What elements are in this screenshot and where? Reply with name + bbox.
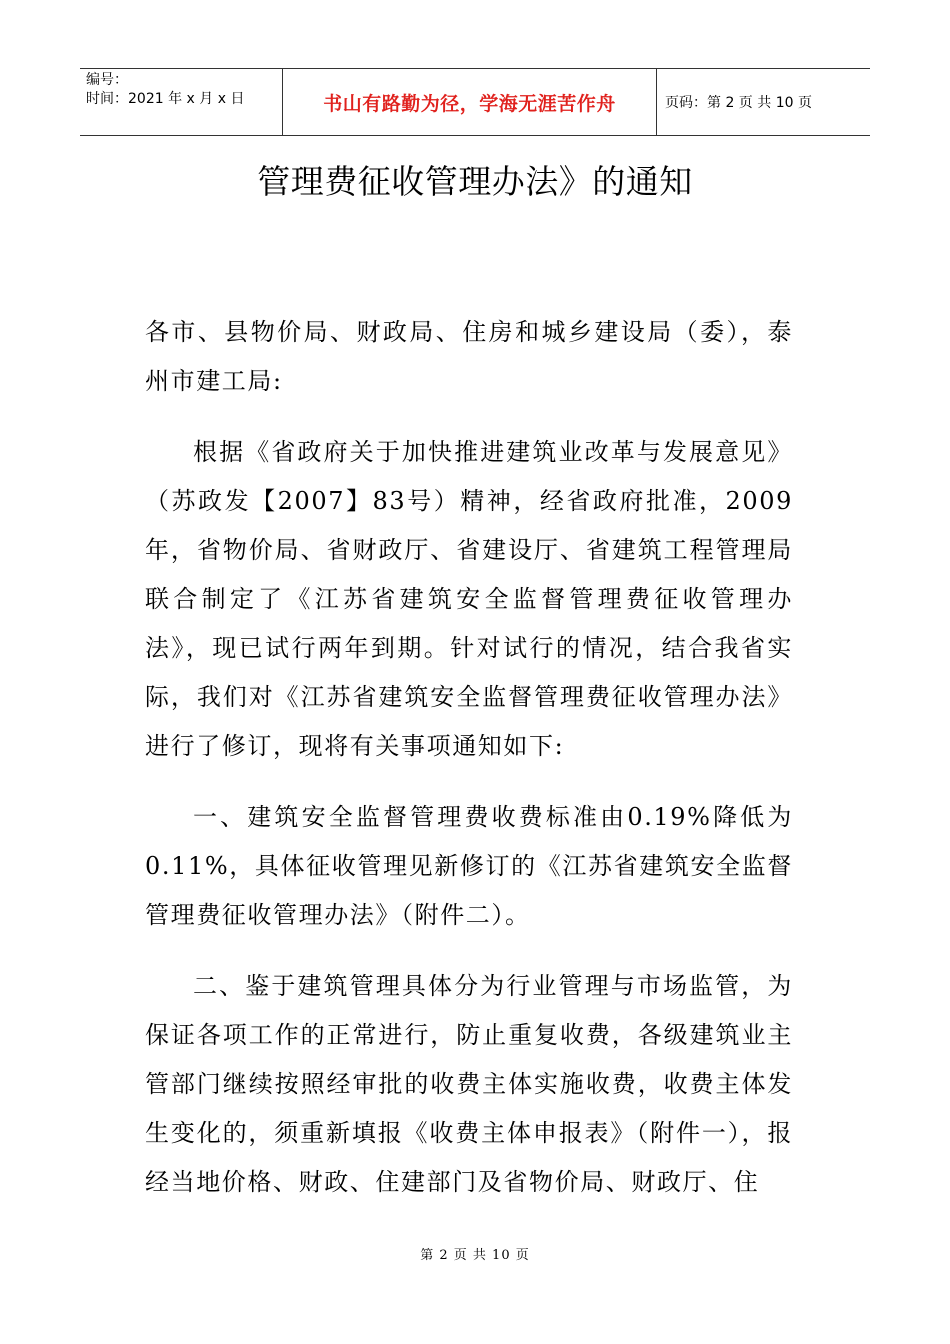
- body-paragraph-2: 一、建筑安全监督管理费收费标准由0.19%降低为0.11%，具体征收管理见新修订的《江苏省建筑安全监督管理费征收管理办法》（附件二）。: [145, 803, 793, 929]
- header-motto-cell: [282, 69, 657, 135]
- greeting-paragraph: 各市、县物价局、财政局、住房和城乡建设局（委），泰州市建工局:: [145, 318, 793, 395]
- header-meta: [80, 69, 282, 135]
- page-info-text: 页码：第 2 页 共 10 页: [665, 95, 812, 111]
- number-label: 编号：: [86, 72, 128, 88]
- document-title: 管理费征收管理办法》的通知: [257, 162, 693, 201]
- document-body: [145, 308, 793, 1207]
- page-footer: 第 2 页 共 10 页: [420, 1248, 530, 1263]
- document-header: [80, 68, 870, 136]
- time-label: 时间：2021 年 x 月 x 日: [86, 91, 245, 107]
- body-paragraph-3: 二、鉴于建筑管理具体分为行业管理与市场监管，为保证各项工作的正常进行，防止重复收费，各级建筑业主管部门继续按照经审批的收费主体实施收费，收费主体发生变化的，须重新填报《收费主体申报表》（附件一），报经当地价格、财政、住建部门及省物价局、财政厅、住: [145, 972, 793, 1196]
- motto-text: 书山有路勤为径，学海无涯苦作舟: [323, 92, 616, 115]
- header-page-info: [657, 69, 870, 135]
- body-paragraph-1: 根据《省政府关于加快推进建筑业改革与发展意见》（苏政发【2007】83号）精神，经省政府批准，2009年，省物价局、省财政厅、省建设厅、省建筑工程管理局联合制定了《江苏省建筑安全监督管理费征收管理办法》，现已试行两年到期。针对试行的情况，结合我省实际，我们对《江苏省建筑安全监督管理费征收管理办法》进行了修订，现将有关事项通知如下:: [145, 438, 793, 760]
